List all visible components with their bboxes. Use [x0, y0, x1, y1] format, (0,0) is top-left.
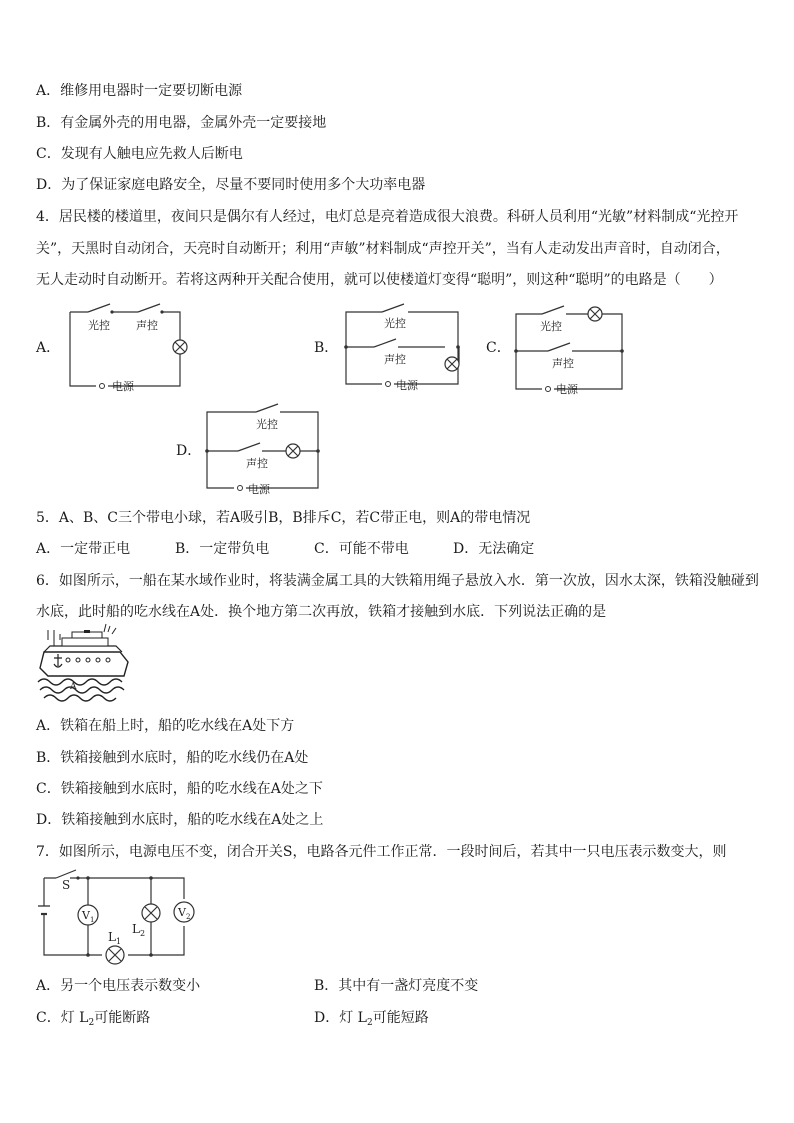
q4c-power-label: 电源 — [556, 383, 578, 396]
q4-stem-line1: 4．居民楼的楼道里，夜间只是偶尔有人经过，电灯总是亮着造成很大浪费。科研人员利用“光敏”材料制成“光控开 — [36, 209, 739, 225]
v1-label: V — [82, 909, 90, 922]
q4-option-d-label: D． — [176, 443, 202, 459]
ship-waterline-label: A — [70, 682, 77, 692]
q7-option-b: B．其中有一盏灯亮度不变 — [314, 978, 479, 994]
q6-option-c: C．铁箱接触到水底时，船的吃水线在A处之下 — [36, 781, 323, 797]
q4a-light-label: 光控 — [88, 319, 110, 332]
q3-option-a: A．维修用电器时一定要切断电源 — [36, 83, 243, 99]
q4d-light-label: 光控 — [256, 418, 278, 431]
q7-option-c-post: 可能断路 — [94, 1010, 151, 1026]
q7-option-c — [36, 1009, 150, 1032]
q4-option-c-label: C． — [486, 340, 511, 356]
q7-option-d — [314, 1009, 429, 1032]
q4a-power-label: 电源 — [112, 380, 134, 393]
q4c-light-label: 光控 — [540, 320, 562, 333]
l2-label: L — [132, 922, 140, 936]
v1-sub: 1 — [90, 916, 95, 924]
q4b-sound-label: 声控 — [384, 353, 406, 366]
l2-sub: 2 — [140, 929, 146, 938]
q7-option-c-pre: C．灯 L — [36, 1010, 89, 1026]
q6-option-d: D．铁箱接触到水底时，船的吃水线在A处之上 — [36, 812, 324, 828]
q4-option-b-label: B． — [314, 340, 339, 356]
q5-option-d: D．无法确定 — [453, 541, 535, 557]
q4b-power-label: 电源 — [396, 379, 418, 392]
q7-option-d-post: 可能短路 — [372, 1010, 429, 1026]
q6-option-b: B．铁箱接触到水底时，船的吃水线仍在A处 — [36, 750, 309, 766]
q3-option-b: B．有金属外壳的用电器，金属外壳一定要接地 — [36, 115, 327, 131]
l1-sub: 1 — [116, 937, 122, 946]
q5-option-b: B．一定带负电 — [175, 541, 270, 557]
q5-option-a: A．一定带正电 — [36, 541, 131, 557]
q3-option-d: D．为了保证家庭电路安全，尽量不要同时使用多个大功率电器 — [36, 177, 426, 193]
q4d-power-label: 电源 — [248, 483, 270, 496]
q4c-sound-label: 声控 — [552, 357, 574, 370]
q3-option-c: C．发现有人触电应先救人后断电 — [36, 146, 243, 162]
q7-option-a: A．另一个电压表示数变小 — [36, 978, 201, 994]
q4-stem-line3: 无人走动时自动断开。若将这两种开关配合使用，就可以使楼道灯变得“聪明”，则这种“聪明”的电路是（ ） — [36, 272, 723, 288]
q5-option-c: C．可能不带电 — [314, 541, 409, 557]
q5-stem: 5．A、B、C三个带电小球，若A吸引B，B排斥C，若C带正电，则A的带电情况 — [36, 510, 531, 526]
q6-option-a: A．铁箱在船上时，船的吃水线在A处下方 — [36, 718, 295, 734]
q4a-sound-label: 声控 — [136, 319, 158, 332]
q7-option-d-sub: 2 — [366, 1018, 373, 1028]
q4d-sound-label: 声控 — [246, 457, 268, 470]
q4-stem-line2: 关”，天黑时自动闭合，天亮时自动断开；利用“声敏”材料制成“声控开关”，当有人走动发出声音时，自动闭合， — [36, 241, 730, 257]
l1-label: L — [108, 930, 116, 944]
q4b-light-label: 光控 — [384, 317, 406, 330]
v2-sub: 2 — [186, 913, 191, 921]
v2-label: V — [178, 906, 186, 919]
q4-option-a-label: A． — [36, 340, 61, 356]
q7-option-d-pre: D．灯 L — [314, 1010, 367, 1026]
q7-option-c-sub: 2 — [88, 1018, 95, 1028]
q6-stem-line2: 水底，此时船的吃水线在A处．换个地方第二次再放，铁箱才接触到水底．下列说法正确的是 — [36, 604, 607, 620]
switch-s-label: S — [62, 878, 71, 892]
q6-stem-line1: 6．如图所示，一船在某水域作业时，将装满金属工具的大铁箱用绳子悬放入水．第一次放，因水太深，铁箱没触碰到 — [36, 573, 759, 589]
q7-stem: 7．如图所示，电源电压不变，闭合开关S，电路各元件工作正常．一段时间后，若其中一只电压表示数变大，则 — [36, 844, 727, 860]
